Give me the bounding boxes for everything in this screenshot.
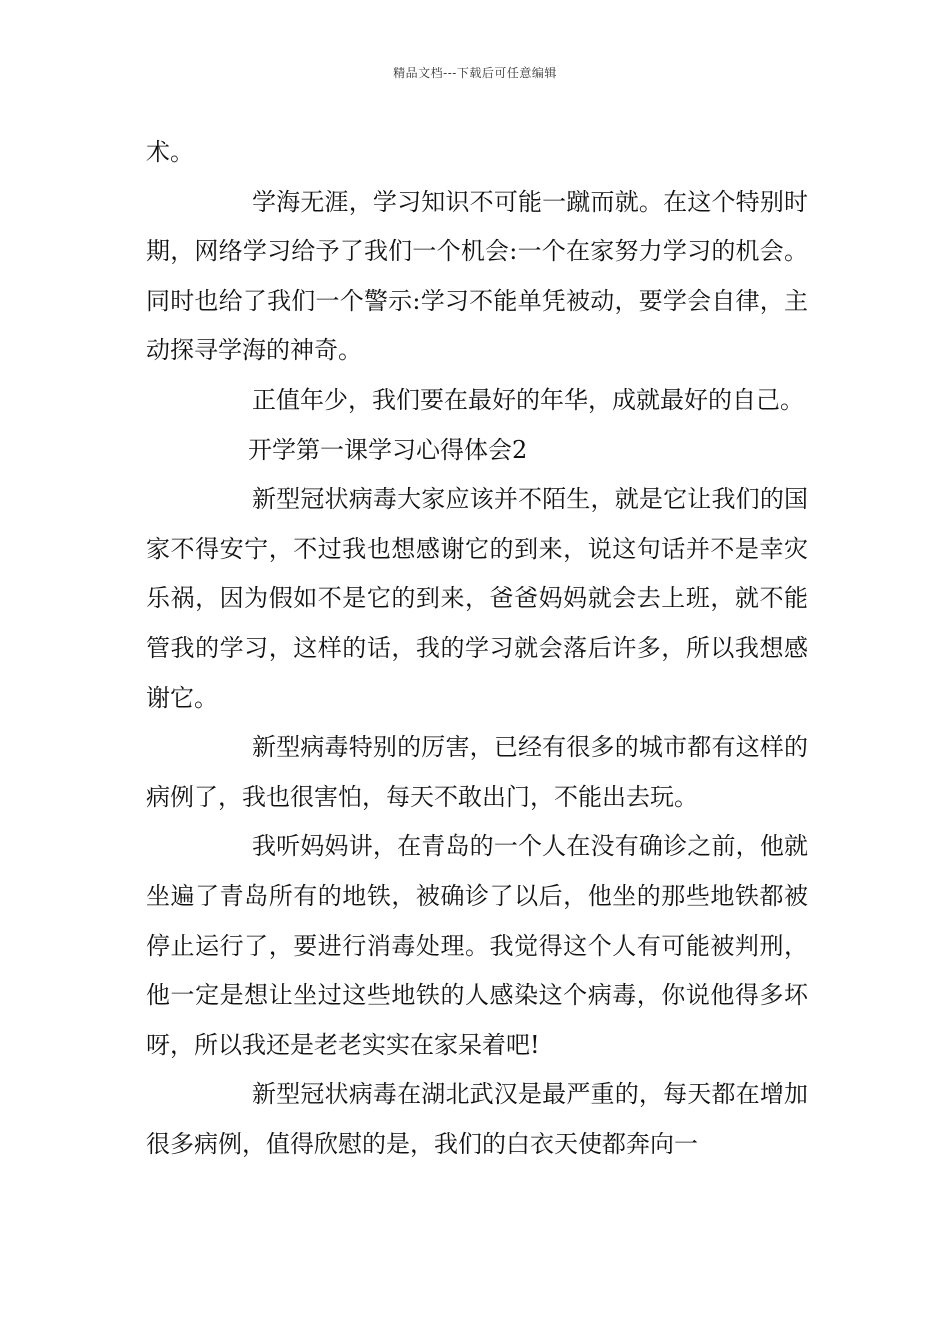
paragraph: 正值年少，我们要在最好的年华，成就最好的自己。 xyxy=(252,385,804,414)
paragraph: 学海无涯，学习知识不可能一蹴而就。在这个特别时期，网络学习给予了我们一个机会:一个在家努力学习的机会。同时也给了我们一个警示:学习不能单凭被动，要学会自律，主动探寻学海的神奇。 xyxy=(146,187,808,365)
page-header: 精品文档---下载后可任意编辑 xyxy=(393,66,557,80)
paragraph: 新型冠状病毒在湖北武汉是最严重的，每天都在增加很多病例，值得欣慰的是，我们的白衣天使都奔向一 xyxy=(146,1080,808,1158)
document-body xyxy=(146,128,808,1169)
paragraph: 我听妈妈讲，在青岛的一个人在没有确诊之前，他就坐遍了青岛所有的地铁，被确诊了以后，他坐的那些地铁都被停止运行了，要进行消毒处理。我觉得这个人有可能被判刑，他一定是想让坐过这些地铁的人感染这个病毒，你说他得多坏呀，所以我还是老老实实在家呆着吧! xyxy=(146,832,808,1059)
paragraph-continuation: 术。 xyxy=(146,138,194,166)
paragraph: 新型病毒特别的厉害，已经有很多的城市都有这样的病例了，我也很害怕，每天不敢出门，不能出去玩。 xyxy=(146,733,808,811)
section-heading: 开学第一课学习心得体会2 xyxy=(248,435,528,464)
paragraph: 新型冠状病毒大家应该并不陌生，就是它让我们的国家不得安宁，不过我也想感谢它的到来，说这句话并不是幸灾乐祸，因为假如不是它的到来，爸爸妈妈就会去上班，就不能管我的学习，这样的话，我的学习就会落后许多，所以我想感谢它。 xyxy=(146,485,808,712)
